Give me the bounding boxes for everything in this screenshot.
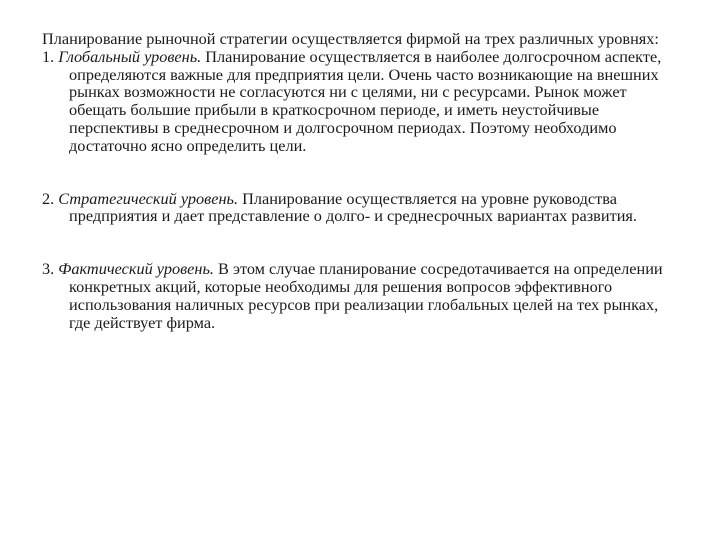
intro-paragraph: Планирование рыночной стратегии осуществляется фирмой на трех различных уровнях: (42, 29, 659, 48)
level-description: Планирование осуществляется в наиболее долгосрочном аспекте, определяются важные для предприятия цели. Очень часто возникающие на внешних рынках возможности не согласуются ни с целями, ни с ресурсами. Рынок может обещать большие прибыли в краткосрочном периоде, и иметь неустойчивые перспективы в среднесрочном и долгосрочном периодах. Поэтому необходимо достаточно ясно определить цели. (69, 46, 662, 155)
level-term: Стратегический уровень. (58, 188, 239, 208)
level-number: 2. (42, 188, 55, 208)
spacer (42, 155, 682, 190)
level-description: Планирование осуществляется на уровне руководства предприятия и дает представление о долго- и среднесрочных вариантах развития. (69, 188, 637, 226)
level-item-factual (42, 260, 682, 331)
level-description: В этом случае планирование сосредотачивается на определении конкретных акций, которые необходимы для решения вопросов эффективного использования наличных ресурсов при реализации глобальных целей на тех рынках, где действует фирма. (69, 259, 663, 332)
slide-content (42, 30, 682, 331)
level-item-global (42, 48, 682, 155)
level-item-strategic (42, 190, 682, 226)
spacer (42, 225, 682, 260)
level-number: 3. (42, 259, 55, 279)
level-number: 1. (42, 46, 55, 66)
level-term: Глобальный уровень. (58, 46, 202, 66)
level-term: Фактический уровень. (58, 259, 214, 279)
